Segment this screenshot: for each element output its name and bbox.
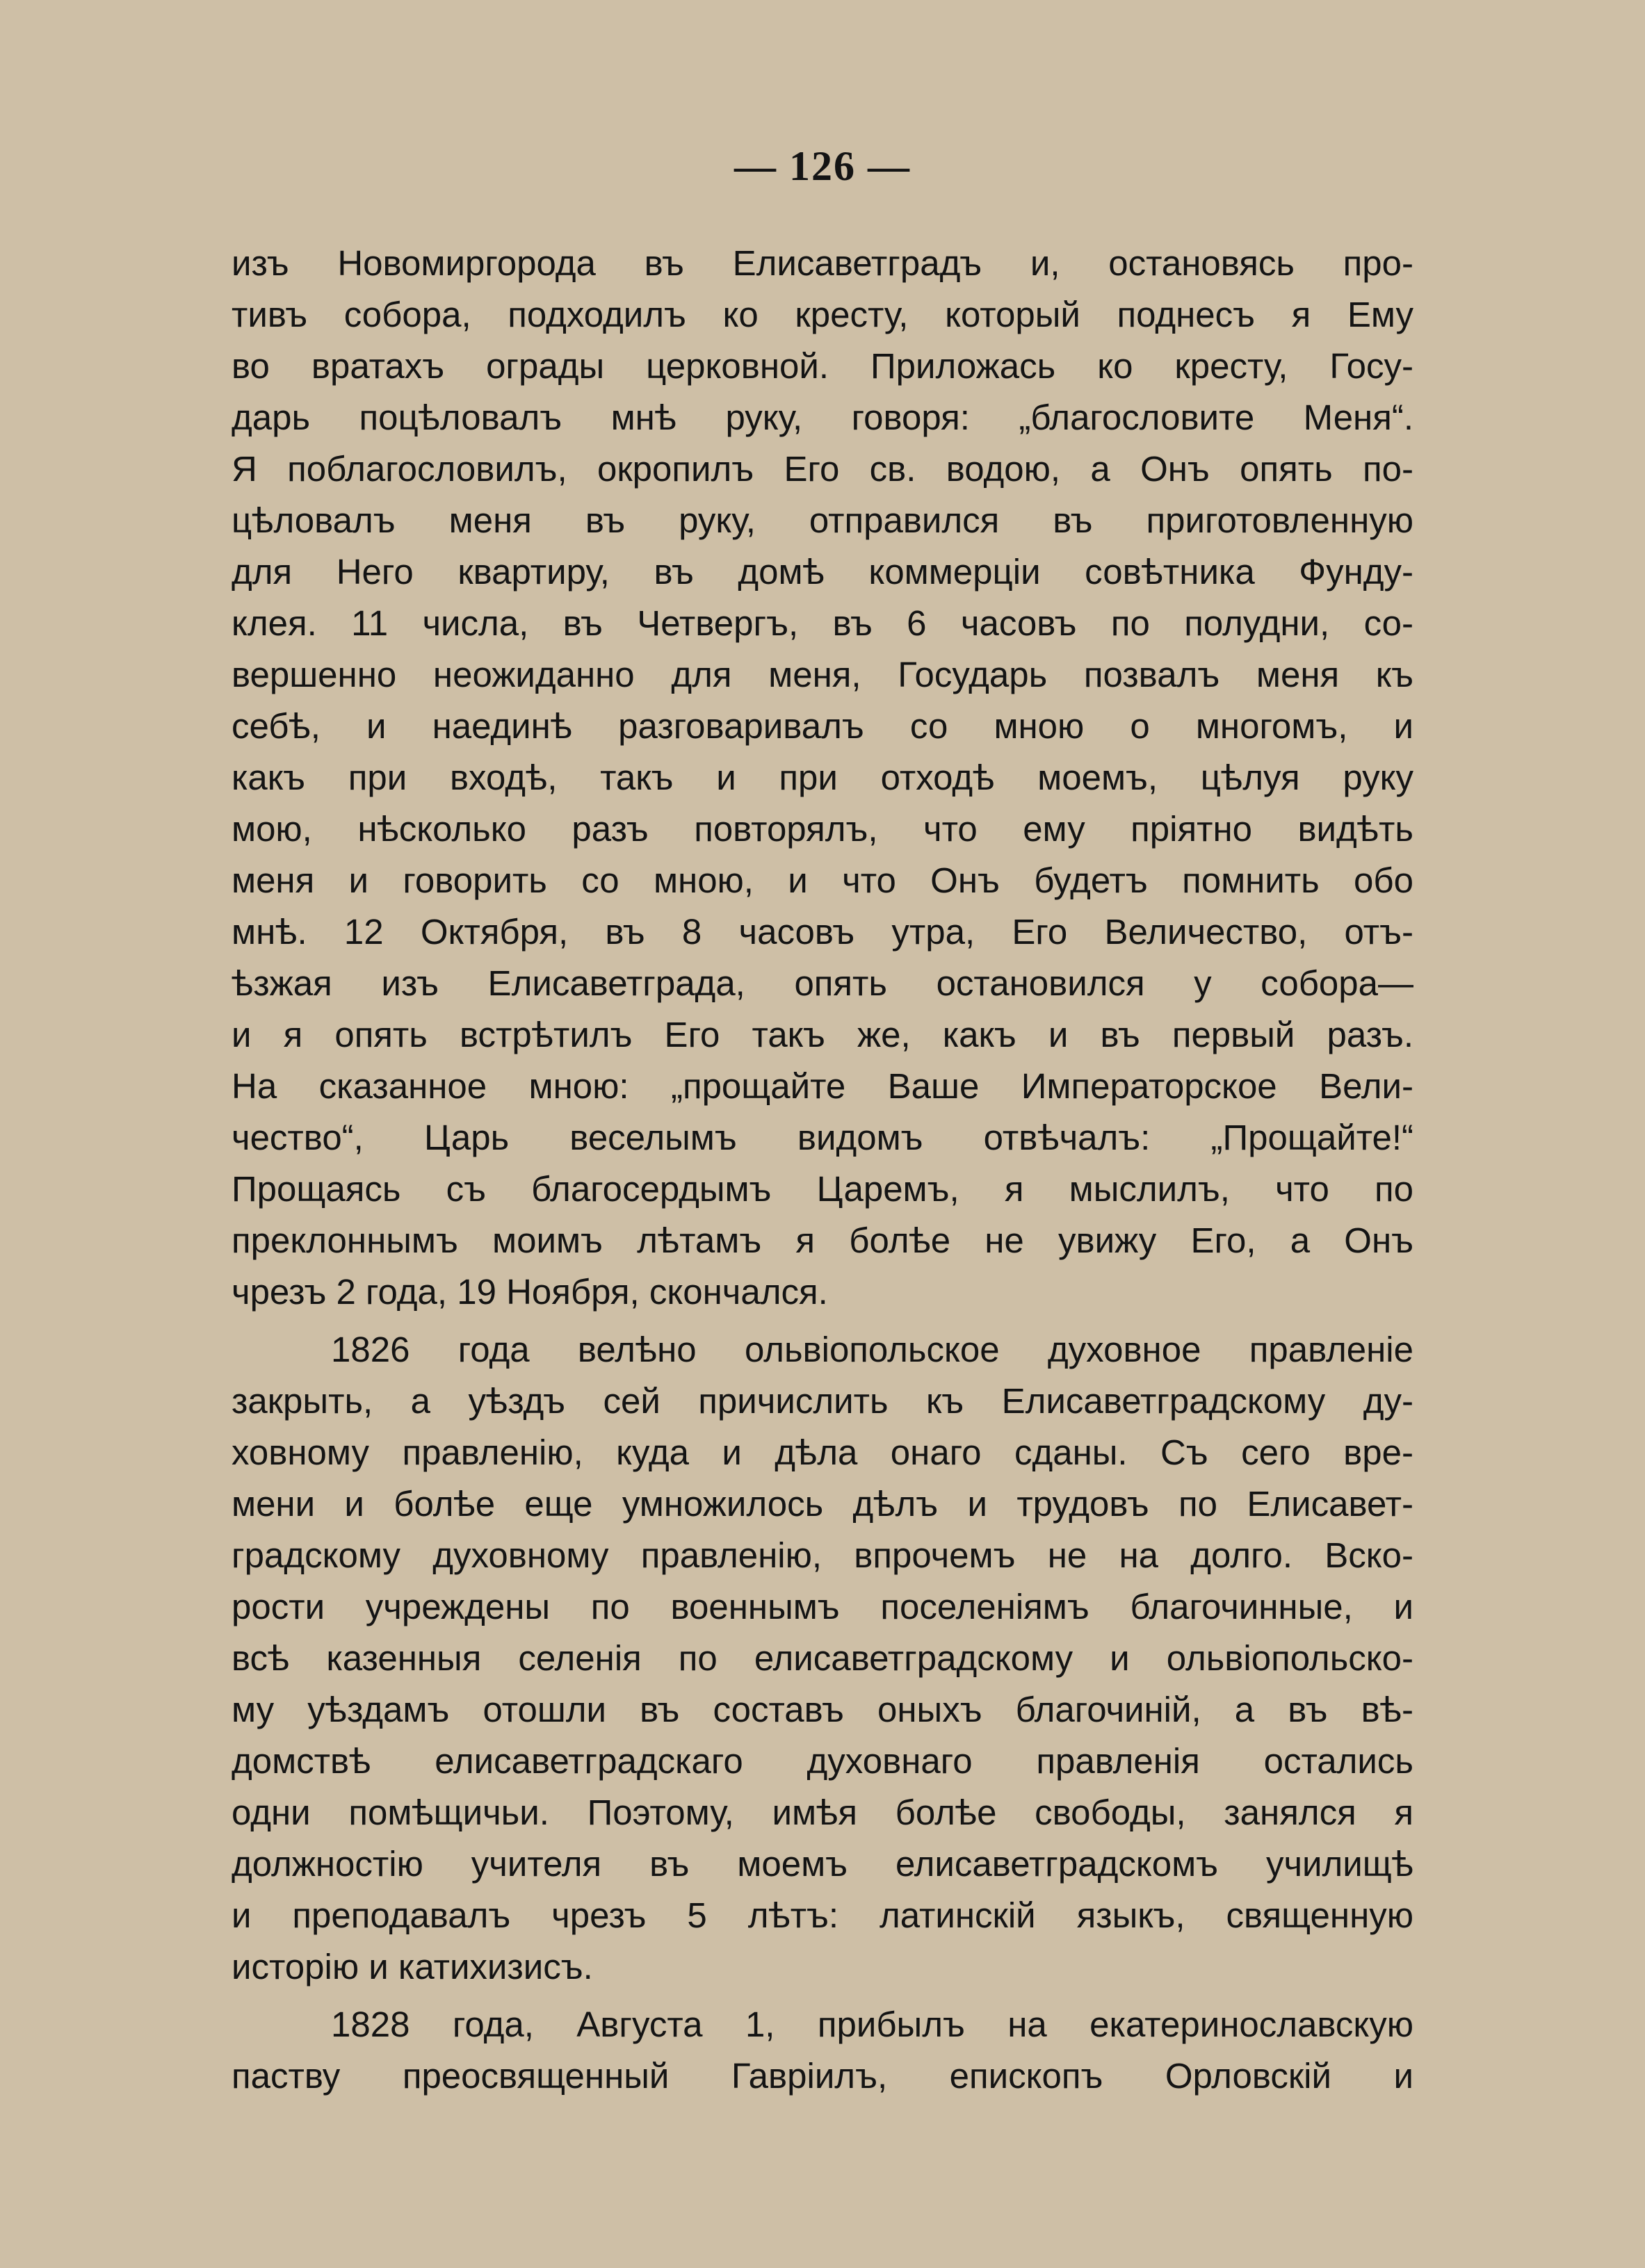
text-line: чество“, Царь веселымъ видомъ отвѣчалъ: „Прощайте!“ [232,1118,1413,1157]
text-line: Прощаясь съ благосердымъ Царемъ, я мыслилъ, что по [232,1169,1413,1209]
text-line: чрезъ 2 года, 19 Ноября, скончался. [232,1272,828,1312]
text-line: и преподавалъ чрезъ 5 лѣтъ: латинскій языкъ, священную [232,1895,1413,1935]
text-line: закрыть, а уѣздъ сей причислить къ Елисаветградскому ду- [232,1381,1413,1421]
text-line: одни помѣщичьи. Поэтому, имѣя болѣе свободы, занялся я [232,1793,1413,1832]
text-line: Я поблагословилъ, окропилъ Его св. водою, а Онъ опять по- [232,449,1413,489]
text-line: мою, нѣсколько разъ повторялъ, что ему пріятно видѣть [232,809,1413,849]
text-line: ѣзжая изъ Елисаветграда, опять остановился у собора— [232,963,1413,1003]
text-line: для Него квартиру, въ домѣ коммерціи совѣтника Фунду- [232,552,1413,592]
text-line: му уѣздамъ отошли въ составъ оныхъ благочиній, а въ вѣ- [232,1690,1413,1729]
text-line: цѣловалъ меня въ руку, отправился въ приготовленную [232,500,1413,540]
text-line: и я опять встрѣтилъ Его такъ же, какъ и въ первый разъ. [232,1015,1413,1054]
text-line: клея. 11 числа, въ Четвергъ, въ 6 часовъ по полудни, со- [232,603,1413,643]
text-line: должностію учителя въ моемъ елисаветградскомъ училищѣ [232,1844,1413,1884]
text-line: изъ Новомиргорода въ Елисаветградъ и, остановясь про- [232,243,1413,283]
text-line: домствѣ елисаветградскаго духовнаго правленія остались [232,1741,1413,1781]
text-line: ховному правленію, куда и дѣла онаго сданы. Съ сего вре- [232,1433,1413,1472]
text-line: преклоннымъ моимъ лѣтамъ я болѣе не увижу Его, а Онъ [232,1221,1413,1260]
text-line: паству преосвященный Гавріилъ, епископъ Орловскій и [232,2056,1413,2096]
text-line: 1826 года велѣно ольвіопольское духовное правленіе [331,1330,1413,1369]
text-line: рости учреждены по военнымъ поселеніямъ благочинные, и [232,1587,1413,1626]
text-line: мени и болѣе еще умножилось дѣлъ и трудовъ по Елисавет- [232,1484,1413,1524]
text-line: На сказанное мною: „прощайте Ваше Императорское Вели- [232,1066,1413,1106]
text-line: себѣ, и наединѣ разговаривалъ со мною о многомъ, и [232,706,1413,746]
text-line: дарь поцѣловалъ мнѣ руку, говоря: „благословите Меня“. [232,398,1413,437]
text-line: вершенно неожиданно для меня, Государь позвалъ меня къ [232,655,1413,694]
text-line: во вратахъ ограды церковной. Приложась ко кресту, Госу- [232,346,1413,386]
text-line: меня и говорить со мною, и что Онъ будетъ помнить обо [232,860,1413,900]
text-line: исторію и катихизисъ. [232,1947,593,1986]
text-line: мнѣ. 12 Октября, въ 8 часовъ утра, Его Величество, отъ- [232,912,1413,952]
text-line: какъ при входѣ, такъ и при отходѣ моемъ, цѣлуя руку [232,758,1413,797]
text-line: всѣ казенныя селенія по елисаветградскому и ольвіопольско- [232,1638,1413,1678]
page-number: — 126 — [734,143,911,189]
text-line: 1828 года, Августа 1, прибылъ на екатеринославскую [331,2005,1413,2044]
text-line: тивъ собора, подходилъ ко кресту, который поднесъ я Ему [232,295,1413,334]
text-line: градскому духовному правленію, впрочемъ не на долго. Вско- [232,1535,1413,1575]
